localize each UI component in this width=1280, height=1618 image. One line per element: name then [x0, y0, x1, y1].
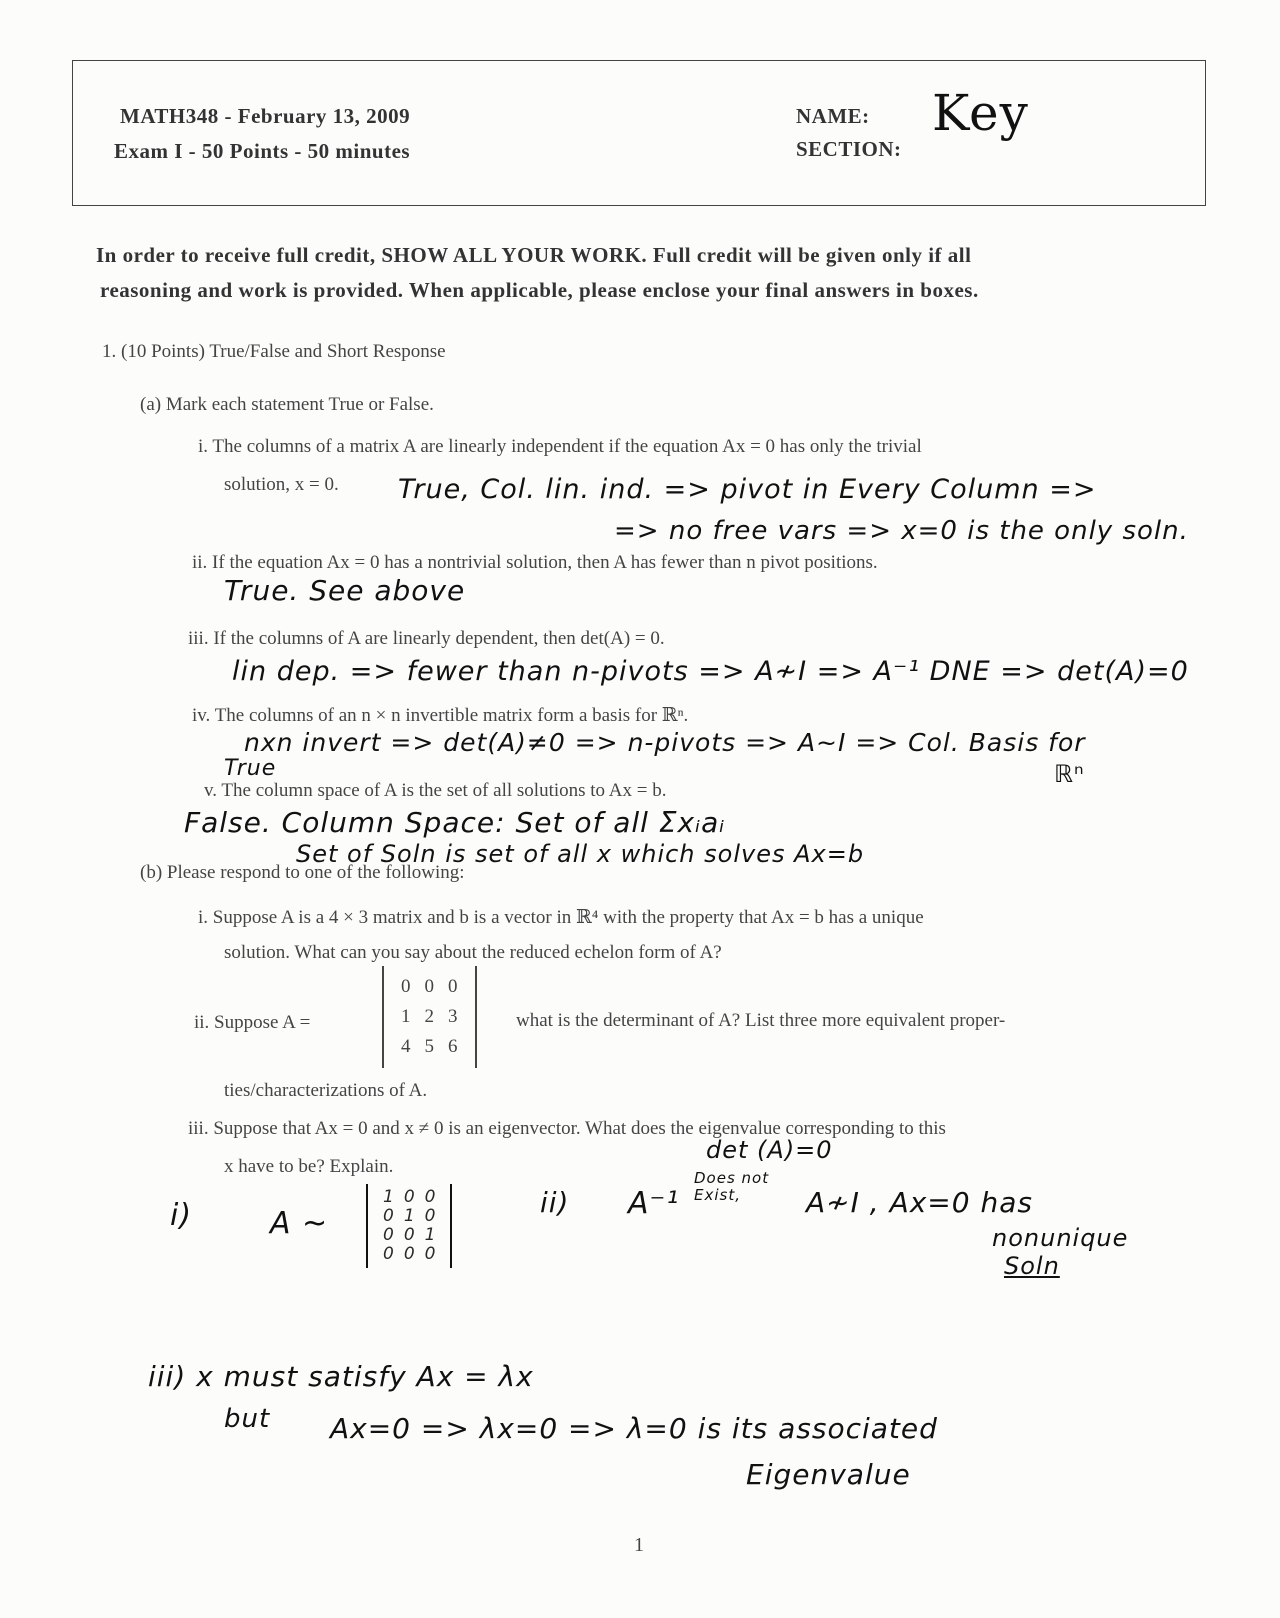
matrix-cell: 0 [383, 1225, 394, 1245]
q1a-ii-answer: True. See above [224, 574, 466, 607]
matrix-cell: 0 [401, 976, 411, 997]
q1-part-b: (b) Please respond to one of the following: [140, 862, 465, 883]
b-answer-iii-line1: iii) x must satisfy Ax = λx [148, 1360, 534, 1393]
b-answer-iii-line2: Ax=0 => λx=0 => λ=0 is its associated [330, 1412, 938, 1445]
q1a-iv-true: True [224, 756, 277, 781]
matrix-cell: 1 [401, 1006, 411, 1027]
matrix-cell: 0 [424, 1206, 436, 1226]
instructions-line2: reasoning and work is provided. When applicable, please enclose your final answers in boxes. [100, 278, 979, 302]
matrix-cell: 0 [424, 976, 434, 997]
q1-title: 1. (10 Points) True/False and Short Response [102, 341, 446, 362]
q1b-iii-line1: iii. Suppose that Ax = 0 and x ≠ 0 is an eigenvector. What does the eigenvalue corresponding to this [188, 1118, 946, 1139]
b-answer-ii-rest: A≁I , Ax=0 has [806, 1186, 1033, 1219]
q1a-v-answer2: Set of Soln is set of all x which solves Ax=b [296, 840, 865, 868]
q1a-iv-rn: ℝⁿ [1054, 760, 1085, 788]
b-answer-iii-but: but [224, 1404, 271, 1434]
q1a-i-line1: i. The columns of a matrix A are linearly independent if the equation Ax = 0 has only the trivial [198, 436, 922, 457]
matrix-row [378, 1188, 440, 1207]
matrix-cell: 5 [424, 1036, 434, 1057]
b-answer-ii-det: det (A)=0 [706, 1136, 833, 1164]
q1a-iv-text: iv. The columns of an n × n invertible matrix form a basis for ℝⁿ. [192, 705, 689, 726]
matrix-cell: 0 [424, 1187, 436, 1207]
matrix-cell: 2 [424, 1006, 434, 1027]
matrix-cell: 6 [448, 1036, 458, 1057]
q1b-ii-line2: ties/characterizations of A. [224, 1080, 428, 1101]
q1b-i-line1: i. Suppose A is a 4 × 3 matrix and b is a vector in ℝ⁴ with the property that Ax = b has a unique [198, 907, 924, 928]
matrix-row [378, 1226, 440, 1245]
b-answer-i-matrix [366, 1184, 452, 1268]
exam-info: Exam I - 50 Points - 50 minutes [114, 139, 411, 163]
matrix-cell: 1 [383, 1187, 394, 1207]
b-answer-ii-label: ii) [540, 1186, 570, 1219]
q1b-ii-matrix [382, 966, 477, 1068]
matrix-cell: 0 [403, 1187, 415, 1207]
matrix-cell: 1 [403, 1206, 415, 1226]
b-answer-ii-inverse: A⁻¹ [628, 1186, 680, 1221]
course-date: MATH348 - February 13, 2009 [120, 104, 411, 128]
q1a-i-answer1: True, Col. lin. ind. => pivot in Every Column => [398, 474, 1097, 505]
page-number: 1 [634, 1534, 644, 1556]
section-label: SECTION: [796, 137, 902, 161]
matrix-cell: 0 [424, 1244, 436, 1264]
matrix-cell: 4 [401, 1036, 411, 1057]
matrix-cell: 0 [403, 1244, 415, 1264]
matrix-cell: 1 [424, 1225, 436, 1245]
q1a-v-answer1: False. Column Space: Set of all Σxᵢaᵢ [184, 806, 726, 839]
q1a-ii-text: ii. If the equation Ax = 0 has a nontrivial solution, then A has fewer than n pivot positions. [192, 552, 878, 573]
q1a-v-text: v. The column space of A is the set of all solutions to Ax = b. [204, 780, 667, 801]
q1a-i-answer2: => no free vars => x=0 is the only soln. [614, 516, 1189, 546]
q1b-iii-line2: x have to be? Explain. [224, 1156, 394, 1177]
b-answer-ii-soln: Soln [1004, 1252, 1060, 1280]
matrix-cell: 0 [448, 976, 458, 997]
instructions-line1: In order to receive full credit, SHOW ALL YOUR WORK. Full credit will be given only if all [96, 243, 972, 267]
matrix-row [378, 1207, 440, 1226]
q1b-i-line2: solution. What can you say about the reduced echelon form of A? [224, 942, 722, 963]
b-answer-ii-dne: Does not Exist, [694, 1169, 770, 1204]
q1b-ii-suffix: what is the determinant of A? List three more equivalent proper- [516, 1010, 1006, 1031]
matrix-row [394, 1002, 465, 1032]
matrix-cell: 3 [448, 1006, 458, 1027]
q1a-i-line2: solution, x = 0. [224, 474, 339, 495]
matrix-cell: 0 [383, 1244, 394, 1264]
matrix-cell: 0 [403, 1225, 415, 1245]
matrix-cell: 0 [383, 1206, 394, 1226]
b-answer-ii-nonunique: nonunique [992, 1224, 1129, 1252]
name-label: NAME: [796, 104, 870, 128]
q1a-iv-answer: nxn invert => det(A)≠0 => n-pivots => A~I => Col. Basis for [244, 728, 1086, 757]
q1a-iii-text: iii. If the columns of A are linearly dependent, then det(A) = 0. [188, 628, 665, 649]
q1b-ii-prefix: ii. Suppose A = [194, 1012, 311, 1033]
b-answer-iii-line3: Eigenvalue [746, 1458, 911, 1491]
matrix-row [394, 972, 465, 1002]
q1-part-a: (a) Mark each statement True or False. [140, 394, 434, 415]
b-answer-i-text: A ~ [270, 1206, 329, 1241]
q1a-iii-answer: lin dep. => fewer than n-pivots => A≁I => A⁻¹ DNE => det(A)=0 [232, 656, 1189, 687]
key-handwriting: Key [932, 84, 1029, 142]
b-answer-i-label: i) [170, 1198, 193, 1233]
header-box [72, 60, 1206, 206]
matrix-row [378, 1245, 440, 1264]
matrix-row [394, 1032, 465, 1062]
